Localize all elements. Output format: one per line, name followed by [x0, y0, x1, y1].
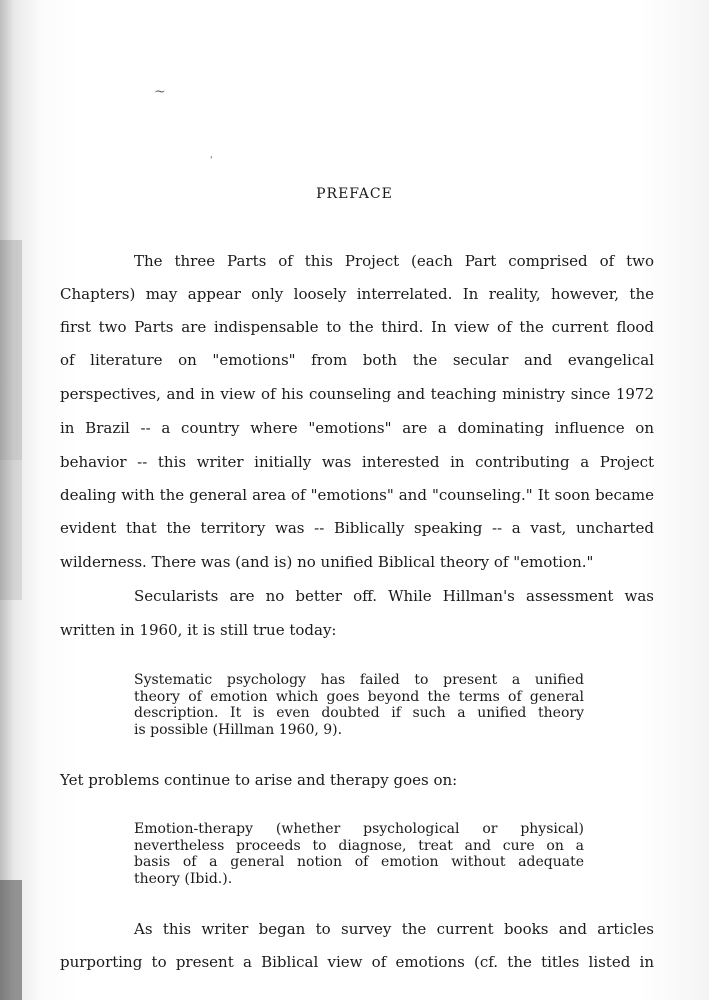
scan-edge-shadow [0, 880, 22, 1000]
quote-line: Systematic psychology has failed to present a unified [134, 672, 584, 688]
scan-edge-shadow [0, 460, 22, 600]
quote-line: theory (Ibid.). [134, 870, 233, 887]
text-line: first two Parts are indispensable to the third. In view of the current flood [60, 318, 654, 336]
quote-line: Emotion-therapy (whether psychological or physical) [134, 821, 584, 837]
text-line: As this writer began to survey the current books and articles [134, 920, 654, 938]
quote-line: basis of a general notion of emotion without adequate [134, 854, 584, 870]
quote-line: description. It is even doubted if such a unified theory [134, 705, 584, 721]
text-line: dealing with the general area of "emotions" and "counseling." It soon became [60, 486, 654, 504]
text-line: in Brazil -- a country where "emotions" are a dominating influence on [60, 419, 654, 437]
ink-mark: ' [210, 156, 213, 166]
text-line: The three Parts of this Project (each Part comprised of two [134, 252, 654, 270]
ink-mark: ~ [154, 84, 166, 100]
scan-edge-shadow [0, 240, 22, 460]
text-line: wilderness. There was (and is) no unified Biblical theory of "emotion." [60, 553, 594, 571]
text-line: Yet problems continue to arise and therapy goes on: [60, 771, 458, 789]
page-title: PREFACE [316, 186, 393, 202]
quote-line: nevertheless proceeds to diagnose, treat and cure on a [134, 837, 584, 854]
text-line: purporting to present a Biblical view of emotions (cf. the titles listed in [60, 953, 654, 971]
text-line: evident that the territory was -- Biblically speaking -- a vast, uncharted [60, 519, 654, 537]
text-line: perspectives, and in view of his counseling and teaching ministry since 1972 [60, 385, 654, 403]
text-line: of literature on "emotions" from both the secular and evangelical [60, 351, 654, 369]
text-line: written in 1960, it is still true today: [60, 621, 337, 639]
text-line: Chapters) may appear only loosely interrelated. In reality, however, the [60, 285, 654, 303]
text-line: behavior -- this writer initially was interested in contributing a Project [60, 453, 654, 471]
quote-line: theory of emotion which goes beyond the terms of general [134, 688, 584, 705]
block-quote [134, 821, 584, 887]
quote-line: is possible (Hillman 1960, 9). [134, 721, 343, 738]
text-line: Secularists are no better off. While Hillman's assessment was [134, 587, 654, 605]
block-quote [134, 672, 584, 738]
